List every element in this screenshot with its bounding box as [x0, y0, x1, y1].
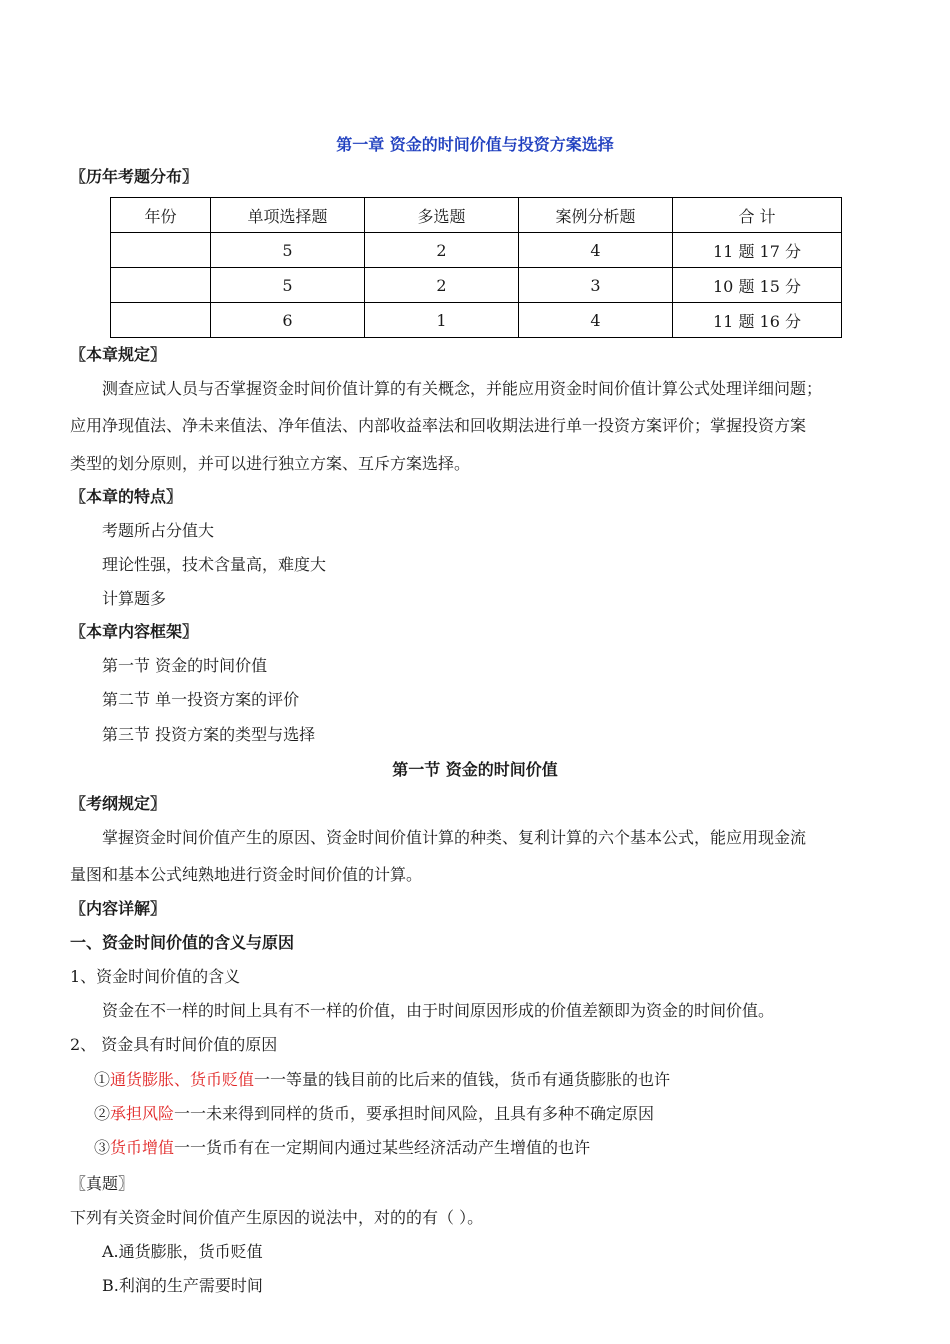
reason-number: ① — [94, 1070, 111, 1089]
framework-heading: 〖本章内容框架〗 — [70, 622, 199, 641]
table-header-cell: 多选题 — [365, 198, 519, 233]
table-cell: 5 — [211, 233, 365, 268]
subpoint-title: 1、资金时间价值的含义 — [70, 967, 241, 986]
reason-item — [94, 1138, 590, 1158]
reason-keyword: 承担风险 — [110, 1104, 175, 1123]
detail-heading: 〖内容详解〗 — [70, 899, 167, 918]
table-cell — [111, 233, 211, 268]
table-cell — [111, 268, 211, 303]
reason-item — [94, 1104, 654, 1124]
table-header-cell: 案例分析题 — [519, 198, 673, 233]
feature-item: 考题所占分值大 — [102, 521, 215, 540]
syllabus-line: 量图和基本公式纯熟地进行资金时间价值的计算。 — [70, 865, 423, 884]
subpoint-text: 资金在不一样的时间上具有不一样的价值，由于时间原因形成的价值差额即为资金的时间价值。 — [102, 1001, 775, 1020]
table-cell: 1 — [365, 303, 519, 338]
subpoint-title: 2、 资金具有时间价值的原因 — [70, 1035, 278, 1054]
table-cell: 4 — [519, 233, 673, 268]
framework-item: 第一节 资金的时间价值 — [102, 656, 268, 675]
reason-keyword: 货币增值 — [110, 1138, 175, 1157]
rules-line: 类型的划分原则，并可以进行独立方案、互斥方案选择。 — [70, 454, 471, 473]
table-cell: 4 — [519, 303, 673, 338]
syllabus-line: 掌握资金时间价值产生的原因、资金时间价值计算的种类、复利计算的六个基本公式，能应用现金流 — [102, 828, 807, 847]
table-cell: 5 — [211, 268, 365, 303]
feature-item: 理论性强，技术含量高，难度大 — [102, 555, 327, 574]
framework-item: 第三节 投资方案的类型与选择 — [102, 725, 316, 744]
table-header-cell: 年份 — [111, 198, 211, 233]
reason-text: 一一货币有在一定期间内通过某些经济活动产生增值的也许 — [174, 1138, 591, 1157]
reason-number: ③ — [94, 1138, 111, 1157]
option-b: B.利润的生产需要时间 — [102, 1276, 263, 1295]
framework-item: 第二节 单一投资方案的评价 — [102, 690, 300, 709]
section-title: 第一节 资金的时间价值 — [392, 760, 558, 779]
question-text: 下列有关资金时间价值产生原因的说法中，对的的有（ ）。 — [70, 1208, 484, 1227]
table-header-row — [111, 198, 842, 233]
reason-keyword: 通货膨胀、货币贬值 — [110, 1070, 255, 1089]
table-header-cell: 合 计 — [673, 198, 842, 233]
table-cell: 11 题 17 分 — [673, 233, 842, 268]
exam-distribution-table — [110, 197, 842, 338]
table-row — [111, 268, 842, 303]
table-cell: 3 — [519, 268, 673, 303]
reason-text: 一一等量的钱目前的比后来的值钱，货币有通货膨胀的也许 — [254, 1070, 671, 1089]
exam-distribution-heading: 〖历年考题分布〗 — [70, 167, 199, 186]
table-cell: 2 — [365, 268, 519, 303]
chapter-title: 第一章 资金的时间价值与投资方案选择 — [336, 135, 614, 154]
features-heading: 〖本章的特点〗 — [70, 487, 183, 506]
rules-line: 应用净现值法、净未来值法、净年值法、内部收益率法和回收期法进行单一投资方案评价；掌握投资方案 — [70, 416, 807, 435]
rules-heading: 〖本章规定〗 — [70, 345, 167, 364]
rules-line: 测查应试人员与否掌握资金时间价值计算的有关概念，并能应用资金时间价值计算公式处理详细问题； — [102, 379, 823, 398]
table-row — [111, 303, 842, 338]
option-a: A.通货膨胀，货币贬值 — [102, 1242, 263, 1261]
table-cell: 11 题 16 分 — [673, 303, 842, 338]
table-header-cell: 单项选择题 — [211, 198, 365, 233]
table-cell: 10 题 15 分 — [673, 268, 842, 303]
real-question-heading: 〖真题〗 — [70, 1174, 135, 1193]
reason-text: 一一未来得到同样的货币，要承担时间风险，且具有多种不确定原因 — [174, 1104, 655, 1123]
syllabus-heading: 〖考纲规定〗 — [70, 794, 167, 813]
feature-item: 计算题多 — [102, 589, 167, 608]
table-cell: 6 — [211, 303, 365, 338]
table-cell: 2 — [365, 233, 519, 268]
point-title: 一、资金时间价值的含义与原因 — [70, 933, 295, 952]
reason-number: ② — [94, 1104, 111, 1123]
table-cell — [111, 303, 211, 338]
reason-item — [94, 1070, 670, 1090]
table-row — [111, 233, 842, 268]
